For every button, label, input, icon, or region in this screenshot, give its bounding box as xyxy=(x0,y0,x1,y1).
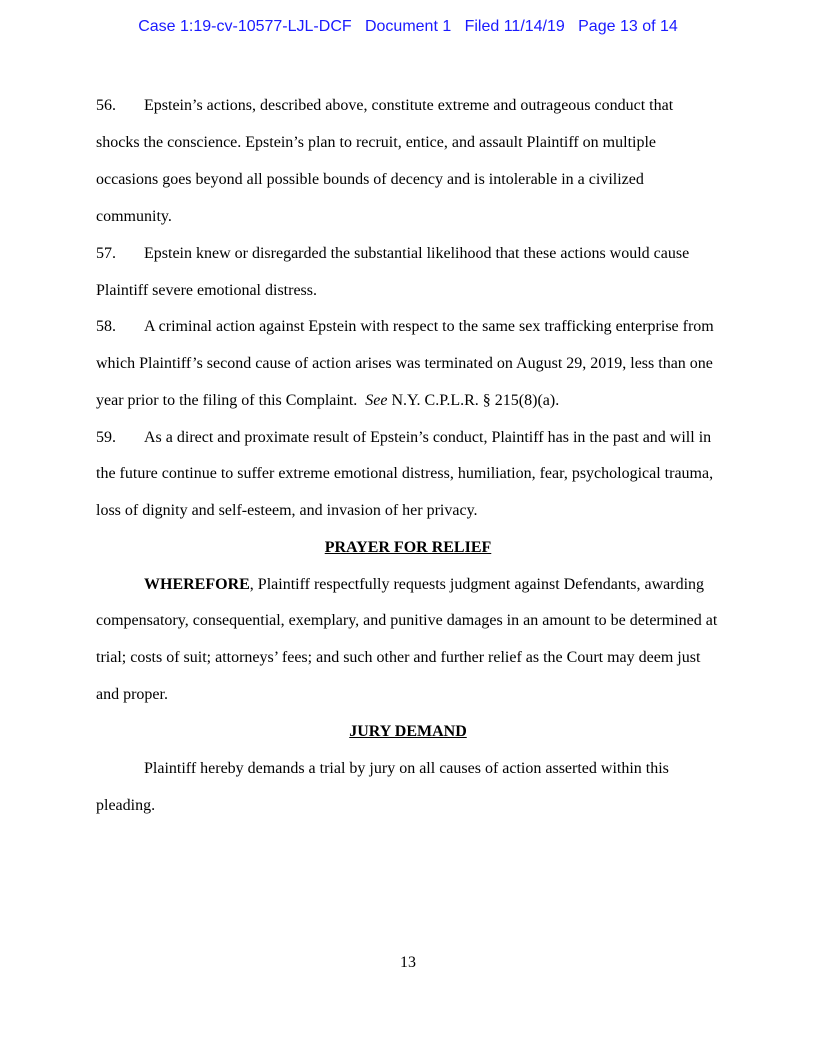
paragraph-59-line-3: loss of dignity and self-esteem, and invasion of her privacy. xyxy=(96,502,478,519)
prayer-line-2: compensatory, consequential, exemplary, and punitive damages in an amount to be determined at xyxy=(96,612,718,629)
paragraph-56-line-1 xyxy=(96,97,673,115)
prayer-line-3: trial; costs of suit; attorneys’ fees; and such other and further relief as the Court may deem just xyxy=(96,649,701,666)
paragraph-text: Epstein’s actions, described above, constitute extreme and outrageous conduct that xyxy=(144,97,674,114)
citation-signal: See xyxy=(365,392,388,409)
paragraph-59-line-2: the future continue to suffer extreme emotional distress, humiliation, fear, psychological trauma, xyxy=(96,465,714,482)
jury-demand-heading: JURY DEMAND xyxy=(349,723,467,740)
prayer-text: , Plaintiff respectfully requests judgment against Defendants, awarding xyxy=(249,576,705,593)
wherefore-lead: WHEREFORE xyxy=(144,576,250,593)
paragraph-56-line-2: shocks the conscience. Epstein’s plan to recruit, entice, and assault Plaintiff on multiple xyxy=(96,134,657,151)
jury-line-2: pleading. xyxy=(96,797,156,814)
paragraph-56-line-4: community. xyxy=(96,208,172,225)
paragraph-number: 58. xyxy=(96,318,116,335)
jury-line-1 xyxy=(96,760,669,778)
paragraph-56-line-3: occasions goes beyond all possible bounds of decency and is intolerable in a civilized xyxy=(96,171,644,188)
paragraph-text: A criminal action against Epstein with respect to the same sex trafficking enterprise from xyxy=(144,318,714,335)
paragraph-text: Epstein knew or disregarded the substantial likelihood that these actions would cause xyxy=(144,245,690,262)
paragraph-58-line-1 xyxy=(96,318,714,336)
paragraph-58-line-2: which Plaintiff’s second cause of action arises was terminated on August 29, 2019, less than one xyxy=(96,355,713,372)
paragraph-text: year prior to the filing of this Complaint. xyxy=(96,392,366,409)
paragraph-58-line-3 xyxy=(96,392,559,410)
paragraph-57-line-2: Plaintiff severe emotional distress. xyxy=(96,282,317,299)
prayer-for-relief-heading: PRAYER FOR RELIEF xyxy=(324,539,492,556)
prayer-line-1 xyxy=(96,576,704,594)
jury-text: Plaintiff hereby demands a trial by jury on all causes of action asserted within this xyxy=(144,760,669,777)
statute-citation: N.Y. C.P.L.R. § 215(8)(a). xyxy=(387,392,560,409)
paragraph-59-line-1 xyxy=(96,429,711,447)
paragraph-number: 59. xyxy=(96,429,116,446)
page-number: 13 xyxy=(400,954,416,971)
prayer-line-4: and proper. xyxy=(96,686,168,703)
paragraph-number: 57. xyxy=(96,245,116,262)
paragraph-text: As a direct and proximate result of Epstein’s conduct, Plaintiff has in the past and will in xyxy=(144,429,712,446)
paragraph-number: 56. xyxy=(96,97,116,114)
ecf-filing-stamp: Case 1:19-cv-10577-LJL-DCF Document 1 Filed 11/14/19 Page 13 of 14 xyxy=(138,18,678,35)
paragraph-57-line-1 xyxy=(96,245,689,263)
